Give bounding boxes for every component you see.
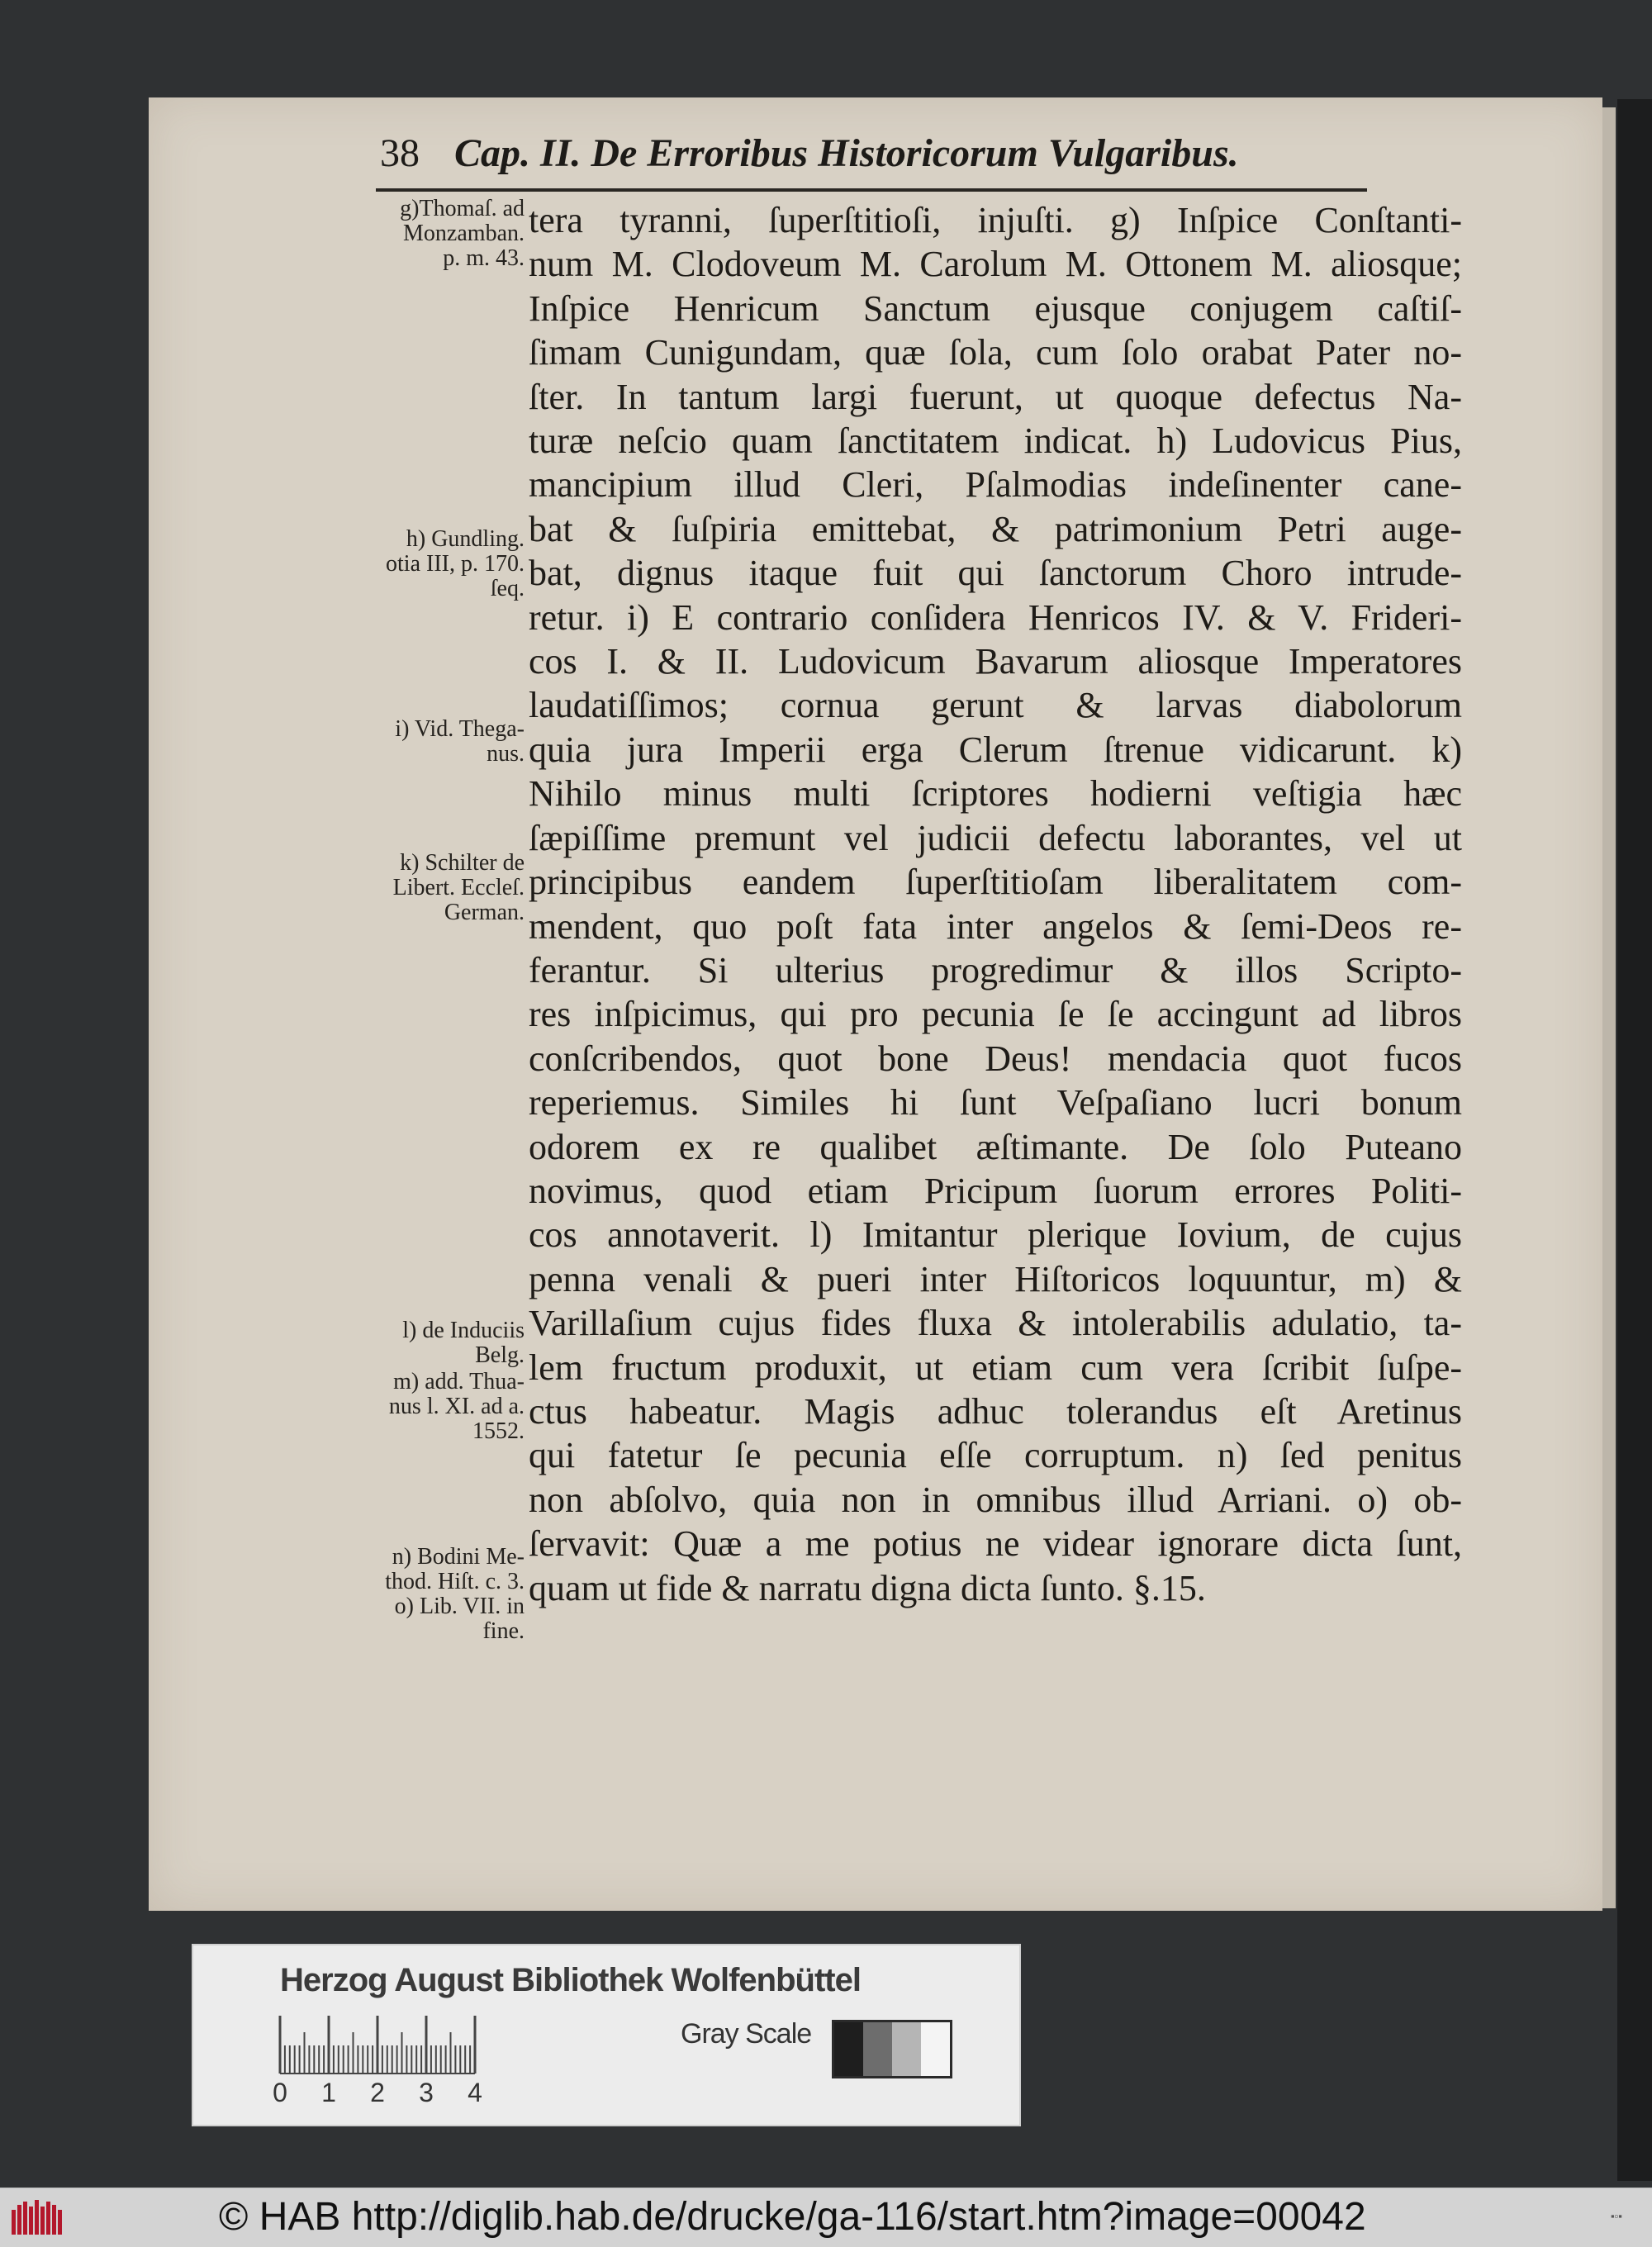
page-number: 38 (380, 131, 420, 175)
footer-mark: ▪▫▪ (1611, 2210, 1622, 2222)
margin-notes (194, 197, 525, 1766)
text-line: ſter. In tantum largi fuerunt, ut quoque defectus Na- (529, 376, 1462, 417)
gray-swatch (892, 2022, 921, 2076)
margin-note-line: p. m. 43. (443, 245, 525, 271)
text-line: qui fatetur ſe pecunia eſſe corruptum. n) ſed penitus (529, 1435, 1462, 1476)
text-line: reperiemus. Similes hi ſunt Veſpaſiano lucri bonum (529, 1082, 1462, 1124)
text-line: penna venali & pueri inter Hiſtoricos loquuntur, m) & (529, 1258, 1462, 1299)
margin-note-line: otia III, p. 170. (386, 551, 525, 577)
text-line: laudatiſſimos; cornua gerunt & larvas diabolorum (529, 685, 1462, 726)
margin-note-line: ſeq. (490, 576, 525, 601)
text-line: ſervavit: Quæ a me potius ne videar ignorare dicta ſunt, (529, 1523, 1462, 1565)
text-line: Nihilo minus multi ſcriptores hodierni veſtigia hæc (529, 773, 1462, 815)
text-line: conſcribendos, quot bone Deus! mendacia quot fucos (529, 1038, 1462, 1079)
margin-note-line: nus l. XI. ad a. (388, 1394, 525, 1419)
margin-note-line: i) Vid. Thega- (395, 716, 525, 742)
margin-note-k (194, 851, 525, 925)
gray-swatch (834, 2022, 863, 2076)
ruler-number: 1 (321, 2078, 336, 2107)
ruler-number: 2 (370, 2078, 385, 2107)
text-line: ctus habeatur. Magis adhuc tolerandus eſt Aretinus (529, 1390, 1462, 1432)
text-line: lem fructum produxit, ut etiam cum vera ſcribit ſuſpe- (529, 1347, 1462, 1388)
text-line: quia jura Imperii erga Clerum ſtrenue vidicarunt. k) (529, 729, 1462, 770)
text-line: odorem ex re qualibet æſtimante. De ſolo Puteano (529, 1126, 1462, 1167)
adjacent-page-edge (1602, 107, 1616, 1908)
margin-note-line: German. (444, 900, 525, 925)
text-line: num M. Clodoveum M. Carolum M. Ottonem M. aliosque; (529, 244, 1462, 285)
running-header (380, 131, 1363, 188)
margin-note-line: l) de Induciis (402, 1318, 525, 1343)
text-line: Varillaſium cujus fides fluxa & intolerabilis adulatio, ta- (529, 1303, 1462, 1344)
margin-note-line: Belg. (475, 1342, 525, 1368)
margin-note-l (194, 1318, 525, 1368)
margin-note-i (194, 717, 525, 767)
margin-note-n (194, 1545, 525, 1594)
text-line: ſimam Cunigundam, quæ ſola, cum ſolo orabat Pater no- (529, 332, 1462, 373)
footer-bar (0, 2188, 1652, 2247)
text-line: bat & ſuſpiria emittebat, & patrimonium Petri auge- (529, 508, 1462, 549)
margin-note-line: m) add. Thua- (393, 1369, 525, 1394)
footer-copyright-url: © HAB http://diglib.hab.de/drucke/ga-116/start.htm?image=00042 (219, 2195, 1366, 2239)
text-line: cos annotaverit. l) Imitantur plerique Iovium, de cujus (529, 1214, 1462, 1256)
margin-note-line: h) Gundling. (406, 526, 525, 552)
margin-note-line: 1552. (472, 1418, 525, 1444)
margin-note-line: n) Bodini Me- (392, 1544, 525, 1570)
gray-scale-swatches (832, 2020, 952, 2078)
ruler-number: 4 (468, 2078, 482, 2107)
text-line: mancipium illud Cleri, Pſalmodias indeſinenter cane- (529, 464, 1462, 506)
text-line: Inſpice Henricum Sanctum ejusque conjugem caſtiſ- (529, 287, 1462, 329)
ruler-number: 3 (419, 2078, 434, 2107)
margin-note-line: Monzamban. (403, 221, 525, 246)
margin-note-line: k) Schilter de (400, 850, 525, 876)
running-head-title: Cap. II. De Erroribus Historicorum Vulgaribus. (454, 131, 1239, 175)
calibration-card (192, 1944, 1021, 2126)
margin-note-line: thod. Hiſt. c. 3. (385, 1569, 525, 1594)
text-line: tera tyranni, ſuperſtitioſi, injuſti. g) Inſpice Conſtanti- (529, 200, 1462, 240)
ruler-scale (276, 2016, 672, 2078)
margin-note-line: Libert. Eccleſ. (392, 875, 525, 900)
text-line: ferantur. Si ulterius progredimur & illos Scripto- (529, 949, 1462, 990)
margin-note-line: g)Thomaſ. ad (400, 196, 525, 221)
text-line: novimus, quod etiam Pricipum ſuorum errores Politi- (529, 1170, 1462, 1211)
hab-logo-icon (10, 2198, 64, 2236)
text-line: ſæpiſſime premunt vel judicii defectu laborantes, vel ut (529, 817, 1462, 858)
text-line: quam ut fide & narratu digna dicta ſunto. §.15. (529, 1567, 1206, 1608)
gray-swatch (921, 2022, 950, 2076)
header-rule (376, 188, 1367, 192)
text-line: mendent, quo poſt fata inter angelos & ſemi-Deos re- (529, 905, 1462, 947)
text-line: retur. i) E contrario conſidera Henricos IV. & V. Frideri- (529, 596, 1462, 638)
text-line: non abſolvo, quia non in omnibus illud Arriani. o) ob- (529, 1479, 1462, 1520)
gray-scale-label: Gray Scale (681, 2018, 812, 2050)
ruler-number: 0 (273, 2078, 287, 2107)
text-line: principibus eandem ſuperſtitioſam liberalitatem com- (529, 862, 1462, 903)
margin-note-g (194, 197, 525, 271)
margin-note-line: nus. (487, 741, 525, 767)
adjacent-page-shadow (1617, 99, 1652, 2181)
text-line: cos I. & II. Ludovicum Bavarum aliosque Imperatores (529, 641, 1462, 682)
margin-note-h (194, 527, 525, 601)
margin-note-o (194, 1594, 525, 1644)
gray-swatch (863, 2022, 892, 2076)
main-text-block (529, 198, 1462, 1610)
library-name: Herzog August Bibliothek Wolfenbüttel (280, 1962, 861, 1998)
text-line: res inſpicimus, qui pro pecunia ſe ſe accingunt ad libros (529, 994, 1462, 1035)
margin-note-m (194, 1370, 525, 1444)
margin-note-line: o) Lib. VII. in (394, 1594, 525, 1619)
text-line: bat, dignus itaque fuit qui ſanctorum Choro intrude- (529, 553, 1462, 594)
margin-note-line: fine. (482, 1618, 525, 1644)
text-line: turæ neſcio quam ſanctitatem indicat. h) Ludovicus Pius, (529, 420, 1462, 462)
